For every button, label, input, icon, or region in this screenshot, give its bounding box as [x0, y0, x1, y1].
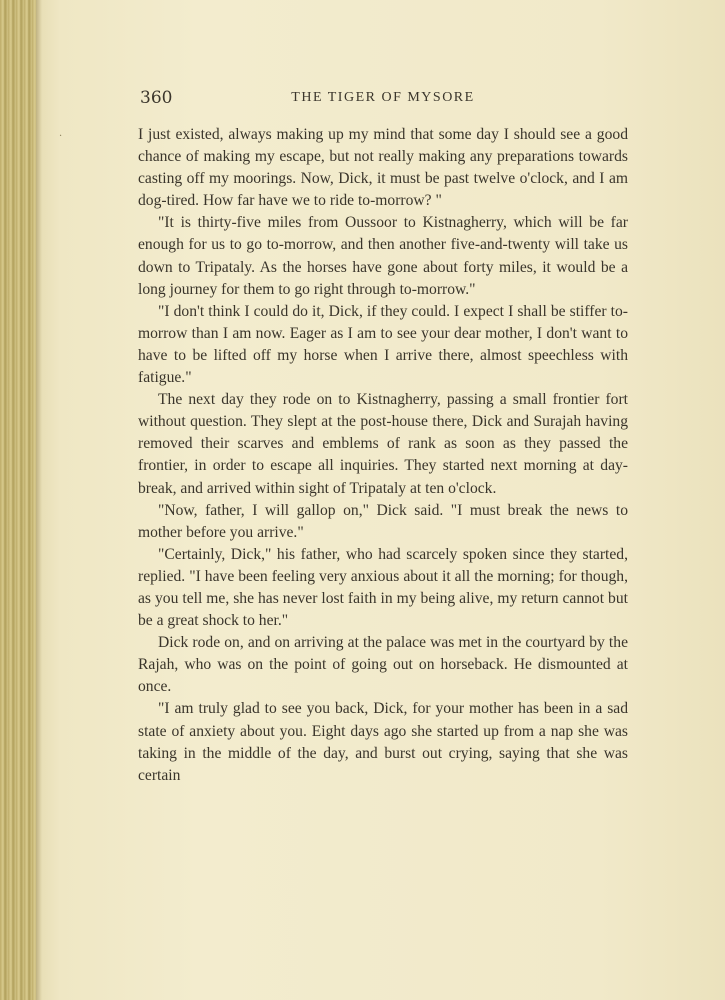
body-text [138, 124, 628, 787]
book-binding [0, 0, 36, 1000]
paragraph: "It is thirty-five miles from Oussoor to Kistnagherry, which will be far enough for us to go to-morrow, and then another five-and-twenty will take us down to Tripataly. As the horses have gone about forty miles, it would be a long journey for them to go right through to-morrow." [138, 214, 628, 298]
paragraph: "Certainly, Dick," his father, who had scarcely spoken since they started, replied. "I have been feeling very anxious about it all the morning; for though, as you tell me, she has never lost faith in my being alive, my return cannot but be a great shock to her." [138, 545, 628, 630]
margin-mark: · [59, 131, 63, 142]
paragraph: "I don't think I could do it, Dick, if they could. I expect I shall be stiffer to-morrow than I am now. Eager as I am to see your dear mother, I don't want to have to be lifted off my horse when I arrive there, almost speechless with fatigue." [138, 302, 628, 387]
paragraph: "Now, father, I will gallop on," Dick said. "I must break the news to mother before you arrive." [138, 501, 628, 541]
paragraph: I just existed, always making up my mind that some day I should see a good chance of making my escape, but not really making any preparations towards casting off my moorings. Now, Dick, it must be past twelve o'clock, and I am dog-tired. How far have we to ride to-morrow? " [138, 126, 628, 210]
page-header [140, 88, 626, 116]
binding-shadow [36, 0, 42, 1000]
running-head: THE TIGER OF MYSORE [291, 90, 475, 105]
paragraph: Dick rode on, and on arriving at the palace was met in the courtyard by the Rajah, who was on the point of going out on horseback. He dismounted at once. [138, 634, 628, 696]
paragraph: "I am truly glad to see you back, Dick, for your mother has been in a sad state of anxiety about you. Eight days ago she started up from a nap she was taking in the middle of the day, and burst out crying, saying that she was certain [138, 700, 628, 784]
paragraph: The next day they rode on to Kistnagherry, passing a small frontier fort without question. They slept at the post-house there, Dick and Surajah having removed their scarves and emblems of rank as soon as they passed the frontier, in order to escape all inquiries. They started next morning at day-break, and arrived within sight of Tripataly at ten o'clock. [138, 391, 628, 497]
page-number: 360 [140, 88, 173, 108]
